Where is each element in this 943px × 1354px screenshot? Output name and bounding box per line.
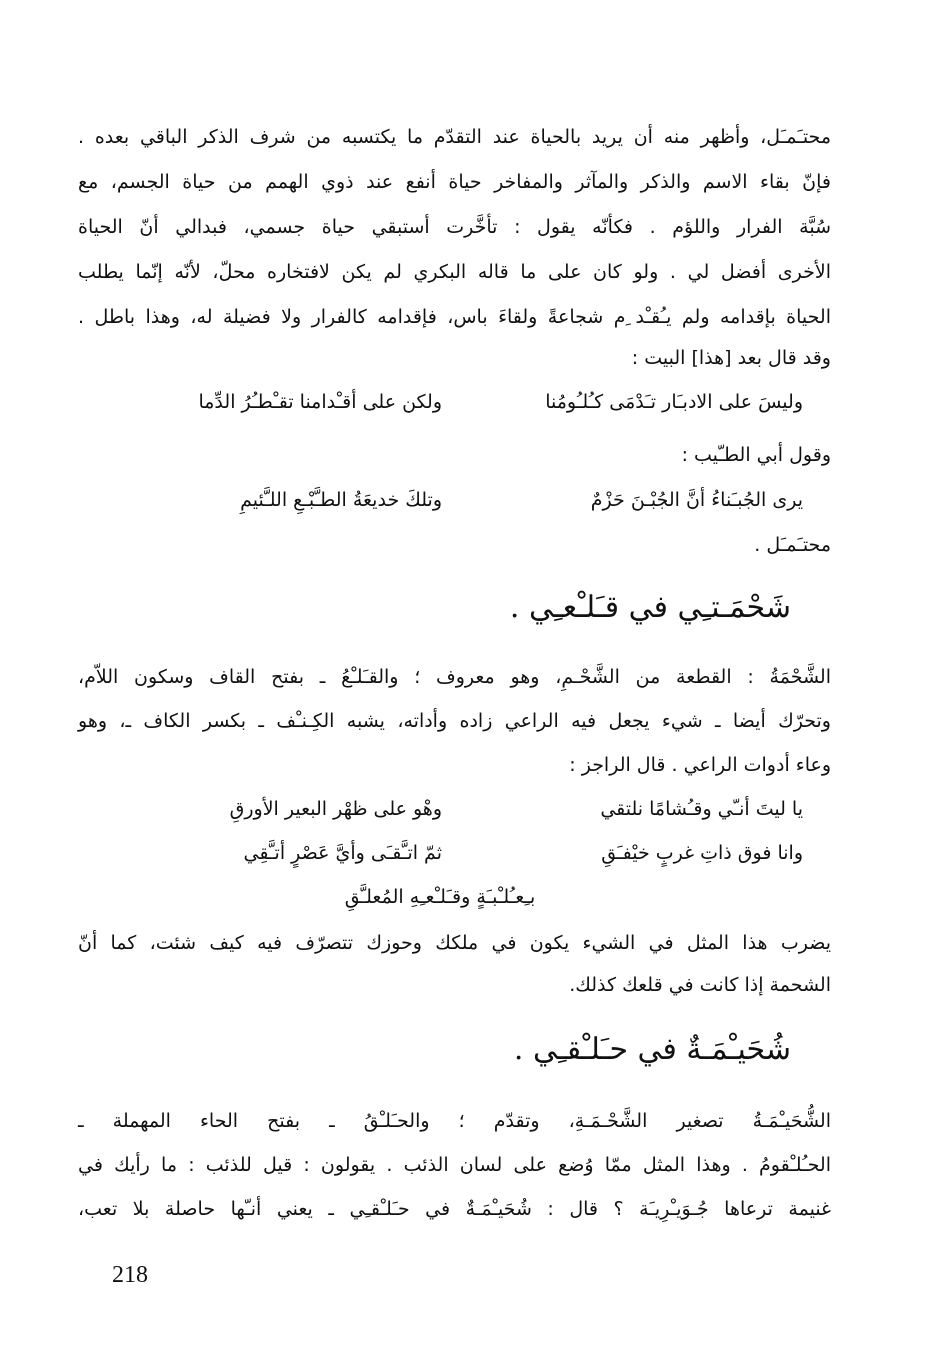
page-number: 218 — [112, 1262, 148, 1288]
text-line: الأخرى أفضل لي . ولو كان على ما قاله البكري لم يكن لافتخاره محلّ، لأنّه إنّما يطلب — [78, 261, 831, 283]
verse-first-half: يرى الجُبـَناءُ أنَّ الجُبْـنَ حَزْمٌ — [590, 489, 803, 511]
text-line: محتـَمـَل . — [754, 534, 831, 556]
verse-second-half: ولكن على أقـْدامنا تقـْطـُرُ الدِّما — [198, 391, 442, 413]
text-line: الشُّحَيـْمَـةُ تصغير الشَّحْـمَـةِ، وتقدّم ؛ والحـَلـْقُ ـ بفتح الحاء المهملة ـ — [78, 1110, 831, 1132]
text-line: الحـُلـْقومُ . وهذا المثل ممّا وُضع على لسان الذئب . يقولون : قيل للذئب : ما رأيك في — [78, 1154, 831, 1176]
text-line: وعاء أدوات الراعي . قال الراجز : — [569, 754, 831, 776]
proverb-heading: شَحْمَـتـِي في قـَلـْعـِي . — [509, 590, 791, 625]
verse-first-half: يا ليتَ أنـّي وقـُشامًا نلتقي — [600, 798, 803, 820]
verse-second-half: وهْو على ظهْر البعير الأورقِ — [229, 798, 442, 820]
text-line: الحياة بإقدامه ولم يـُقـْد ِم شجاعةً ولقاءَ باس، فإقدامه كالفرار ولا فضيلة له، وهذا باطل . — [78, 306, 831, 328]
text-line: محتـَمـَل، وأظهر منه أن يريد بالحياة عند التقدّم ما يكتسبه من شرف الذكر الباقي بعده . — [78, 126, 831, 148]
text-line: الشَّحْمَةُ : القطعة من الشَّحْـمِ، وهو معروف ؛ والقـَلـْعُ ـ بفتح القاف وسكون اللاّم، — [78, 666, 831, 688]
text-line: فإنّ بقاء الاسم والذكر والمآثر والمفاخر حياة أنفع عند ذوي الهمم من حياة الجسم، مع — [78, 171, 831, 193]
text-line: سُبَّة الفرار واللؤم . فكأنّه يقول : تأخَّرت أستبقي حياة جسمي، فبدالي أنّ الحياة — [78, 216, 831, 238]
text-line: وقد قال بعد [هذا] البيت : — [631, 347, 831, 369]
text-line: الشحمة إذا كانت في قلعك كذلك. — [569, 974, 831, 996]
verse-closing: بـِعـُلـْبـَةٍ وقـَلـْعـِهِ المُعلـَّقِ — [344, 886, 536, 908]
text-line: غنيمة ترعاها جُـوَيـْرِيـَة ؟ قال : شُحَيـْمَـةٌ في حـَلـْقـِي ـ يعني أنـّها حاصلة بلا تعب، — [78, 1198, 831, 1220]
verse-second-half: ثمّ اتـَّقـَى وأيَّ عَصْرٍ أتـَّقِي — [243, 842, 442, 864]
verse-first-half: وانا فوق ذاتِ غربٍ خيْفـَقِ — [601, 842, 803, 864]
proverb-heading: شُحَيـْمَـةٌ في حـَلـْقـِي . — [513, 1032, 791, 1067]
verse-first-half: وليسَ على الادبـَار تـَدْمَى كـُلـُومُنا — [545, 391, 803, 413]
text-line: يضرب هذا المثل في الشيء يكون في ملكك وحوزك تتصرّف فيه كيف شئت، كما أنّ — [78, 932, 831, 954]
text-line: وتحرّك أيضا ـ شيء يجعل فيه الراعي زاده وأداته، يشبه الكِـنـْف ـ بكسر الكاف ـ، وهو — [78, 710, 831, 732]
verse-second-half: وتلكَ خديعَةُ الطـَّبْـعِ اللـَّئيمِ — [240, 489, 442, 511]
text-line: وقول أبي الطـّيب : — [681, 444, 831, 466]
